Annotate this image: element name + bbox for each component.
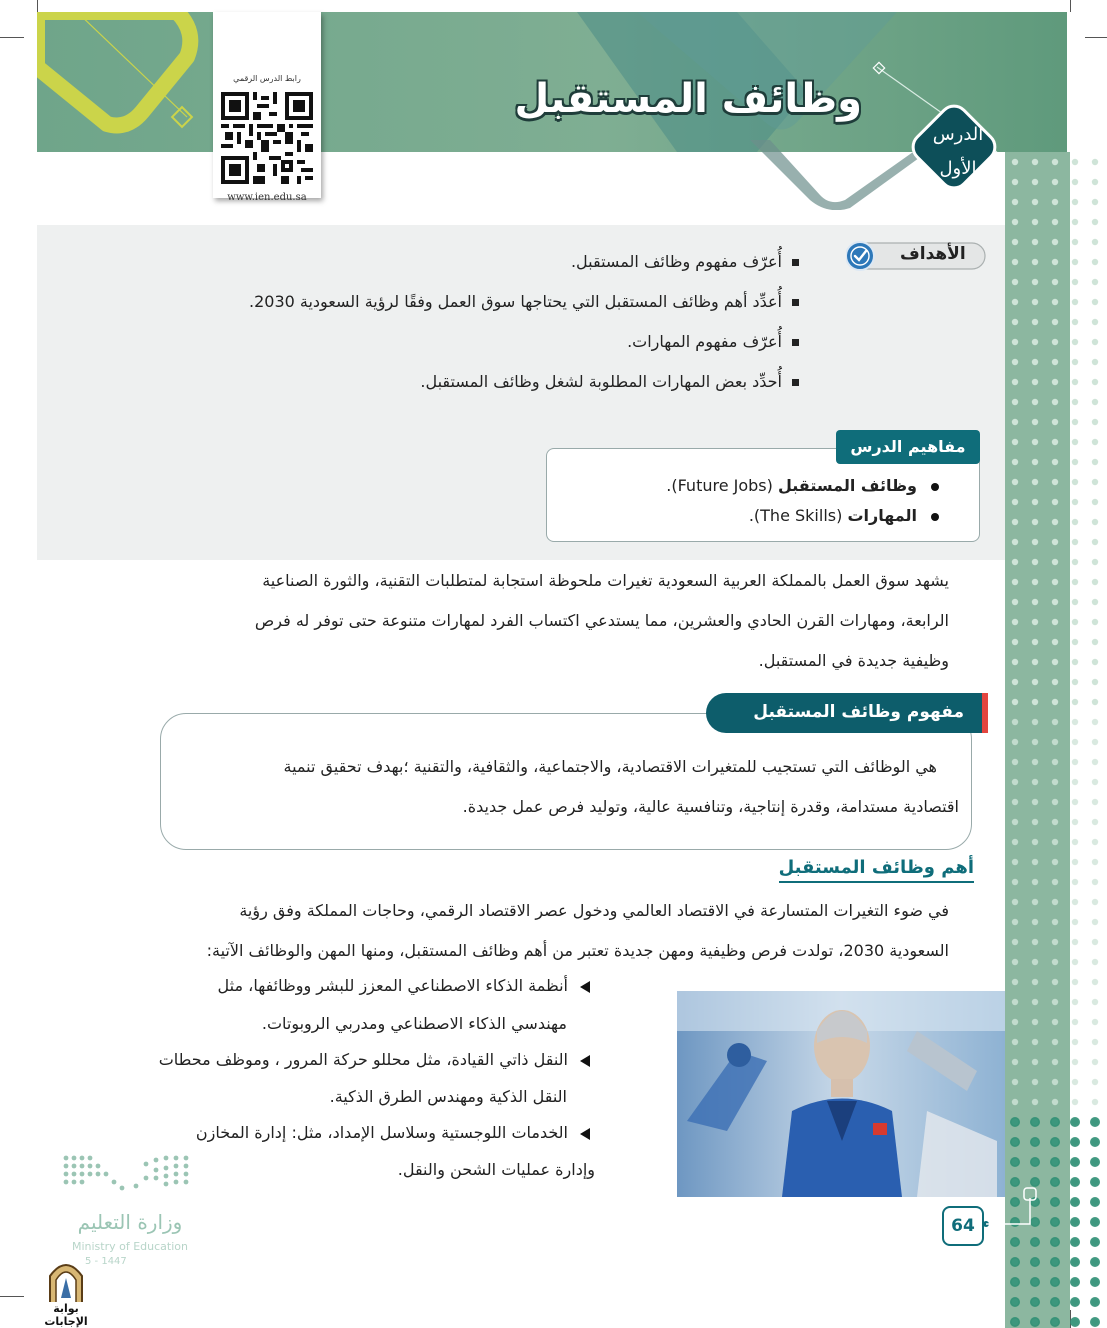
- concept-item: وظائف المستقبل (Future Jobs).: [666, 476, 939, 495]
- ministry-dots-icon: [60, 1150, 200, 1200]
- intro-line: الرابعة، ومهارات القرن الحادي والعشرين، مما يستدعي اكتساب الفرد لمهارات متنوعة حتى توفر له فرص: [254, 611, 949, 630]
- crop-mark: [1085, 37, 1107, 38]
- qr-caption: رابط الدرس الرقمي: [233, 74, 301, 83]
- job-item: أنظمة الذكاء الاصطناعي المعزز للبشر ووظائفها، مثل: [218, 976, 590, 995]
- concept-item: المهارات (The Skills).: [749, 506, 939, 525]
- objective-item: أُعرّف مفهوم وظائف المستقبل.: [571, 252, 799, 271]
- bullet-icon: [792, 299, 799, 306]
- crop-mark: [37, 0, 38, 12]
- job-item-cont: وإدارة عمليات الشحن والنقل.: [397, 1160, 595, 1179]
- crop-mark: [0, 37, 24, 38]
- definition-box: [160, 713, 972, 850]
- portal-emblem-icon: [30, 1258, 102, 1302]
- objective-item: أُحدِّد بعض المهارات المطلوبة لشغل وظائف المستقبل.: [420, 372, 799, 391]
- jobs-intro-line: السعودية 2030، تولدت فرص وظيفية ومهن جديدة تعتبر من أهم وظائف المستقبل، ومنها المهن والوظائف الآتية:: [206, 941, 949, 960]
- ministry-logo: [60, 1150, 210, 1265]
- section-heading: أهم وظائف المستقبل: [779, 857, 974, 883]
- definition-line: اقتصادية مستدامة، وقدرة إنتاجية، وتنافسية عالية، وتوليد فرص عمل جديدة.: [462, 797, 959, 816]
- portal-logo: [30, 1258, 102, 1328]
- page-connector: [978, 1186, 1042, 1230]
- robot-photo: [677, 991, 1005, 1197]
- definition-line: هي الوظائف التي تستجيب للمتغيرات الاقتصادية، والاجتماعية، والثقافية، والتقنية ؛بهدف تحقيق تنمية: [283, 757, 937, 776]
- objectives-label: الأهداف: [900, 244, 966, 264]
- page-number: 64: [942, 1206, 984, 1246]
- intro-line: وظيفية جديدة في المستقبل.: [758, 651, 949, 670]
- bullet-icon: [792, 379, 799, 386]
- objective-item: أُعدِّد أهم وظائف المستقبل التي يحتاجها سوق العمل وفقًا لرؤية السعودية 2030.: [249, 292, 799, 311]
- ministry-name-ar: وزارة التعليم: [77, 1210, 183, 1234]
- objective-item: أُعرّف مفهوم المهارات.: [627, 332, 799, 351]
- lesson-label: الدرس: [932, 124, 984, 145]
- job-item-cont: النقل الذكية ومهندس الطرق الذكية.: [329, 1087, 567, 1106]
- job-item: الخدمات اللوجستية وسلاسل الإمداد، مثل: إدارة المخازن: [196, 1123, 590, 1142]
- bullet-icon: [931, 513, 939, 521]
- qr-url[interactable]: www.ien.edu.sa: [227, 192, 307, 203]
- ministry-name-en: Ministry of Education: [71, 1240, 188, 1253]
- page-title: وظائف المستقبل: [514, 76, 862, 122]
- qr-card[interactable]: [213, 12, 321, 203]
- bullet-icon: [792, 259, 799, 266]
- concepts-label: مفاهيم الدرس: [836, 430, 980, 464]
- crop-mark: [0, 1296, 24, 1297]
- side-dots: [1005, 152, 1100, 1328]
- lesson-number: الأول: [939, 158, 977, 179]
- crop-mark: [1070, 0, 1071, 12]
- definition-label: مفهوم وظائف المستقبل: [753, 702, 964, 722]
- arrow-bullet-icon: [580, 981, 590, 993]
- bullet-icon: [792, 339, 799, 346]
- intro-line: يشهد سوق العمل بالمملكة العربية السعودية تغيرات ملحوظة استجابة لمتطلبات التقنية، والثورة الصناعية: [262, 571, 949, 590]
- qr-code-icon[interactable]: [221, 92, 313, 184]
- arrow-bullet-icon: [580, 1128, 590, 1140]
- definition-tab: [706, 693, 982, 733]
- badge-diamond: [899, 92, 1009, 202]
- arrow-bullet-icon: [580, 1055, 590, 1067]
- edition-year: 5 - 1447: [85, 1256, 127, 1267]
- job-item: النقل ذاتي القيادة، مثل محللو حركة المرور ، وموظف محطات: [159, 1050, 590, 1069]
- lesson-badge: [905, 92, 1015, 202]
- header-shadow-shape: [690, 140, 930, 210]
- bullet-icon: [931, 483, 939, 491]
- accent-bar: [982, 693, 988, 733]
- jobs-intro-line: في ضوء التغيرات المتسارعة في الاقتصاد العالمي ودخول عصر الاقتصاد الرقمي، وحاجات المملكة وفق رؤية: [239, 901, 949, 920]
- job-item-cont: مهندسي الذكاء الاصطناعي ومدربي الروبوتات.: [261, 1014, 567, 1033]
- portal-name: بوابة الإجابات: [44, 1302, 88, 1328]
